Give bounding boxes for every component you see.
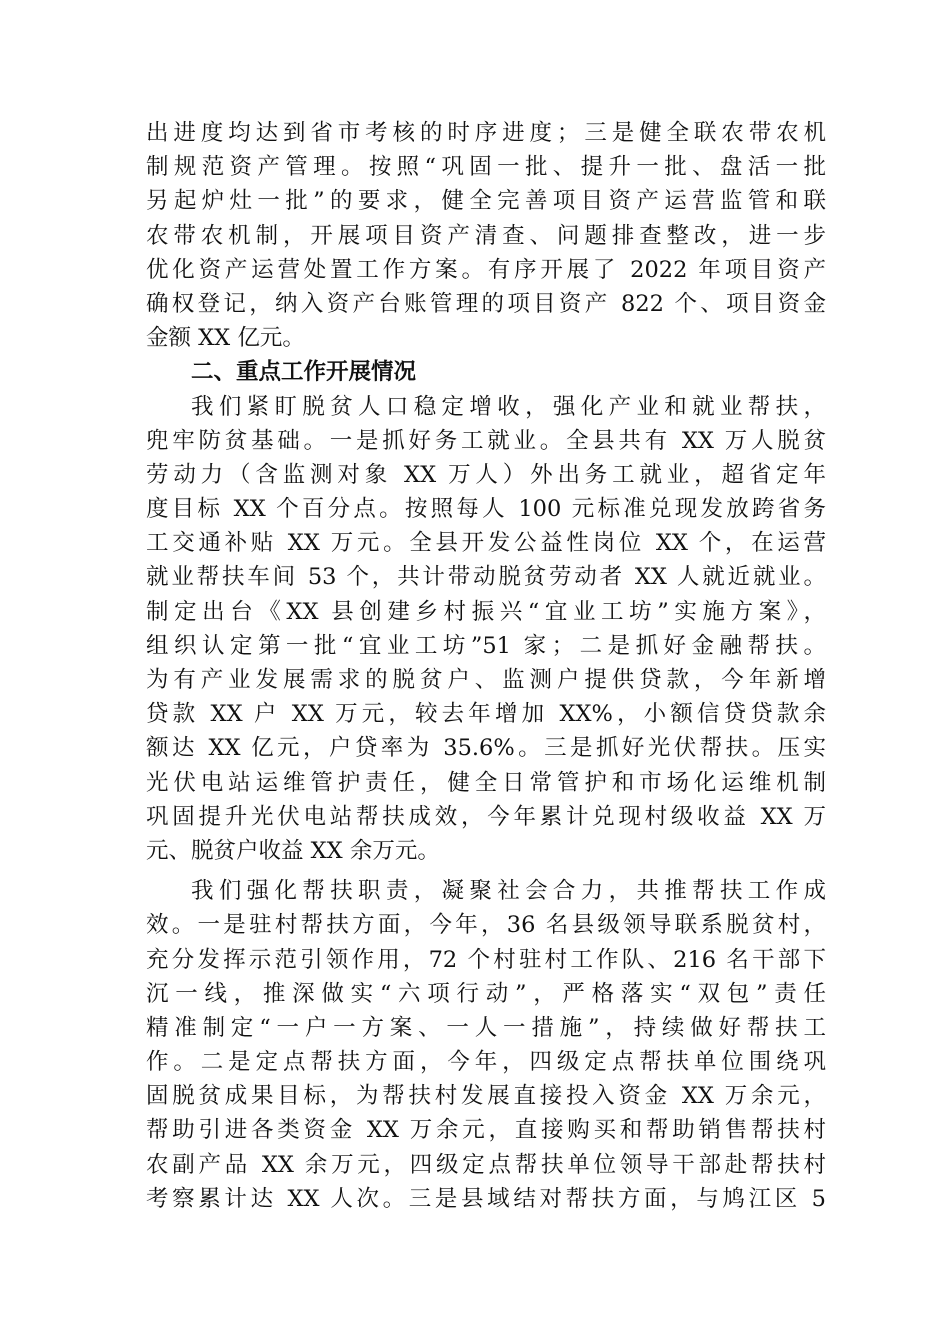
text-line: 巩固提升光伏电站帮扶成效，今年累计兑现村级收益 XX 万 [146,803,826,830]
section-heading: 二、重点工作开展情况 [191,359,417,386]
text-line: 固脱贫成果目标，为帮扶村发展直接投入资金 XX 万余元， [146,1083,826,1110]
text-line: 帮助引进各类资金 XX 万余元，直接购买和帮助销售帮扶村 [146,1117,826,1144]
text-line: 精准制定“一户一方案、一人一措施”，持续做好帮扶工 [146,1014,826,1041]
text-line: 贷款 XX 户 XX 万元，较去年增加 XX%，小额信贷贷款余 [146,701,826,728]
text-line: 出进度均达到省市考核的时序进度；三是健全联农带农机 [146,120,826,146]
text-line: 度目标 XX 个百分点。按照每人 100 元标准兑现发放跨省务 [146,496,826,523]
text-line: 光伏电站运维管护责任，健全日常管护和市场化运维机制 [146,769,826,796]
text-line: 兜牢防贫基础。一是抓好务工就业。全县共有 XX 万人脱贫 [146,427,826,454]
text-line: 效。一是驻村帮扶方面，今年，36 名县级领导联系脱贫村， [146,912,826,939]
document-body [146,116,826,1216]
text-line: 充分发挥示范引领作用，72 个村驻村工作队、216 名干部下 [146,946,826,973]
paragraph-1 [146,116,826,355]
text-line: 就业帮扶车间 53 个，共计带动脱贫劳动者 XX 人就近就业。 [146,564,826,591]
text-line: 沉一线，推深做实“六项行动”，严格落实“双包”责任 [146,980,826,1007]
text-line: 我们紧盯脱贫人口稳定增收，强化产业和就业帮扶， [191,393,826,420]
text-line: 金额 XX 亿元。 [146,325,305,352]
text-line: 制定出台《XX 县创建乡村振兴“宜业工坊”实施方案》， [146,598,826,625]
text-line: 组织认定第一批“宜业工坊”51 家；二是抓好金融帮扶。 [146,632,826,659]
text-line: 元、脱贫户收益 XX 余万元。 [146,837,440,864]
text-line: 考察累计达 XX 人次。三是县域结对帮扶方面，与鸠江区 5 [146,1185,826,1212]
paragraph-2 [146,390,826,869]
text-line: 我们强化帮扶职责，凝聚社会合力，共推帮扶工作成 [191,878,826,905]
text-line: 优化资产运营处置工作方案。有序开展了 2022 年项目资产 [146,256,826,283]
text-line: 农副产品 XX 余万元，四级定点帮扶单位领导干部赴帮扶村 [146,1151,826,1178]
text-line: 为有产业发展需求的脱贫户、监测户提供贷款，今年新增 [146,667,826,693]
text-line: 农带农机制，开展项目资产清查、问题排查整改，进一步 [146,222,826,249]
text-line: 工交通补贴 XX 万元。全县开发公益性岗位 XX 个，在运营 [146,530,826,557]
text-line: 劳动力（含监测对象 XX 万人）外出务工就业，超省定年 [146,461,826,488]
paragraph-3 [146,874,826,1216]
text-line: 额达 XX 亿元，户贷率为 35.6%。三是抓好光伏帮扶。压实 [146,735,826,762]
text-line: 确权登记，纳入资产台账管理的项目资产 822 个、项目资金 [146,290,826,317]
text-line: 制规范资产管理。按照“巩固一批、提升一批、盘活一批 [146,154,826,181]
text-line: 另起炉灶一批”的要求，健全完善项目资产运营监管和联 [146,188,826,215]
text-line: 作。二是定点帮扶方面，今年，四级定点帮扶单位围绕巩 [146,1049,826,1076]
